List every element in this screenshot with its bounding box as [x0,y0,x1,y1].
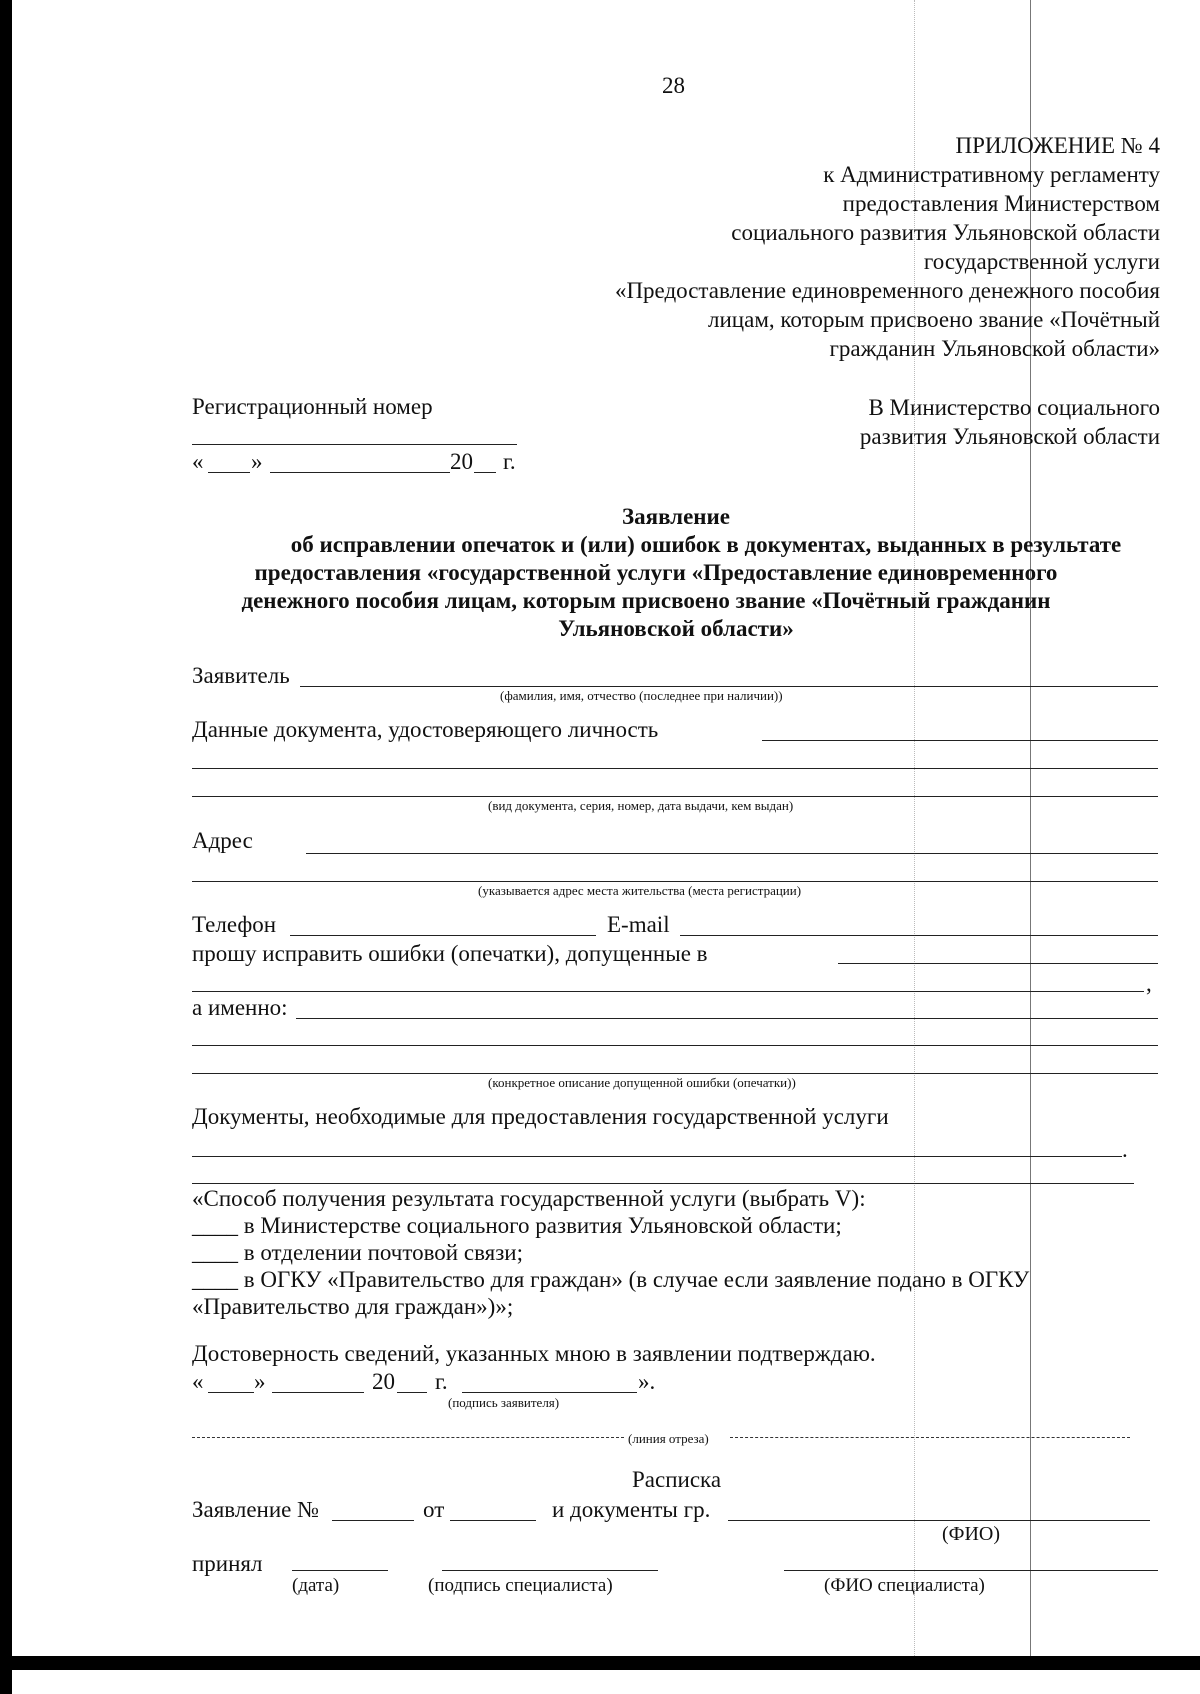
applicant-signature-hint: (подпись заявителя) [448,1395,560,1410]
registration-date-open: « [192,449,204,474]
phone-field[interactable] [290,935,596,936]
receive-option-label: в отделении почтовой связи; [243,1240,523,1265]
registration-number-field[interactable] [192,444,517,445]
cut-line-label: (линия отреза) [628,1431,709,1446]
receive-option[interactable] [192,1239,1029,1266]
registration-month-field[interactable] [270,472,450,473]
appendix-line: государственной услуги [923,249,1160,274]
error-description-field-line[interactable] [192,1045,1158,1046]
receipt-citizen-field[interactable] [728,1520,1150,1521]
page-number: 28 [662,73,685,98]
address-hint: (указывается адрес места жительства (места регистрации) [478,883,802,898]
receipt-accepted-label: принял [192,1551,263,1576]
appendix-line: ПРИЛОЖЕНИЕ № 4 [955,133,1160,158]
documents-label: Документы, необходимые для предоставления государственной услуги [192,1104,889,1129]
receive-option[interactable] [192,1212,1029,1239]
id-document-field-line[interactable] [192,768,1158,769]
addressee-line: развития Ульяновской области [859,424,1160,449]
registration-day-field[interactable] [208,472,250,473]
appendix-line: к Административному регламенту [823,162,1160,187]
title-line: предоставления «государственной услуги «Предоставление единовременного [254,560,1058,585]
address-field-line[interactable] [192,881,1158,882]
applicant-field[interactable] [300,686,1158,687]
title-line: об исправлении опечаток и (или) ошибок в документах, выданных в результате [290,532,1122,557]
confirm-day-field[interactable] [208,1392,254,1393]
registration-label: Регистрационный номер [192,394,433,419]
confirm-date-close: » [254,1369,266,1394]
documents-field[interactable] [192,1156,1122,1157]
request-text: прошу исправить ошибки (опечатки), допущенные в [192,941,708,966]
applicant-label: Заявитель [192,663,290,688]
addressee-line: В Министерство социального [868,395,1160,420]
checkbox-blank[interactable]: ____ [192,1213,238,1238]
receipt-specialist-fio-field[interactable] [784,1570,1158,1571]
receipt-specialist-hint: (ФИО специалиста) [824,1575,985,1596]
receive-option-continuation: «Правительство для граждан»)»; [192,1294,514,1319]
email-label: E-mail [607,912,670,937]
applicant-signature-field[interactable] [462,1392,637,1393]
documents-end: . [1122,1137,1128,1162]
title-line: Ульяновской области» [558,616,794,641]
confirm-year-suffix: г. [435,1369,448,1394]
error-description-field[interactable] [296,1018,1158,1019]
phone-label: Телефон [192,912,277,937]
email-field[interactable] [680,935,1158,936]
receipt-fio-hint: (ФИО) [942,1523,1001,1545]
request-document-field-line[interactable] [192,991,1144,992]
appendix-line: социального развития Ульяновской области [731,220,1160,245]
receipt-from-label: от [423,1497,445,1522]
receipt-specialist-signature-field[interactable] [442,1570,658,1571]
id-document-label: Данные документа, удостоверяющего личность [192,717,659,742]
appendix-line: гражданин Ульяновской области» [829,336,1160,361]
appendix-line: «Предоставление единовременного денежного пособия [614,278,1160,303]
confirm-date-open: « [192,1369,204,1394]
cut-line-right [730,1437,1130,1438]
receipt-accepted-date-field[interactable] [292,1570,388,1571]
namely-label: а именно: [192,995,288,1020]
registration-year-field[interactable] [474,472,496,473]
address-label: Адрес [192,828,253,853]
id-document-field[interactable] [762,740,1158,741]
confirm-year-field[interactable] [397,1392,427,1393]
receipt-statement-number-field[interactable] [332,1520,414,1521]
receipt-signature-hint: (подпись специалиста) [428,1575,613,1596]
receipt-date-hint: (дата) [292,1575,340,1596]
error-description-field-line[interactable] [192,1073,1158,1074]
title-line: денежного пособия лицам, которым присвоено звание «Почётный гражданин [241,588,1051,613]
appendix-block [615,131,1160,363]
receive-method-heading: «Способ получения результата государственной услуги (выбрать V): [192,1186,866,1211]
receipt-date-field[interactable] [450,1520,536,1521]
confirm-end: ». [638,1369,656,1394]
id-document-field-line[interactable] [192,796,1158,797]
appendix-line: лицам, которым присвоено звание «Почётный [708,307,1160,332]
registration-year: 20 [450,449,473,474]
scan-border-left [0,0,12,1694]
error-description-hint: (конкретное описание допущенной ошибки (опечатки)) [488,1075,796,1090]
appendix-line: предоставления Министерством [842,191,1160,216]
cut-line-left [192,1437,624,1438]
receive-option-label: в ОГКУ «Правительство для граждан» (в случае если заявление подано в ОГКУ [243,1267,1030,1292]
checkbox-blank[interactable]: ____ [192,1267,238,1292]
receive-option[interactable] [192,1266,1029,1293]
applicant-hint: (фамилия, имя, отчество (последнее при наличии)) [500,688,783,703]
checkbox-blank[interactable]: ____ [192,1240,238,1265]
receipt-statement-label: Заявление № [192,1497,320,1522]
confirm-year: 20 [372,1369,395,1394]
addressee-block [860,393,1160,451]
registration-date-close: » [251,449,263,474]
receipt-heading: Расписка [632,1467,722,1492]
receipt-documents-label: и документы гр. [552,1497,711,1522]
address-field[interactable] [306,853,1158,854]
registration-year-suffix: г. [503,449,516,474]
confirmation-text: Достоверность сведений, указанных мною в заявлении подтверждаю. [192,1341,876,1366]
document-title [192,503,1160,643]
scan-border-bottom [0,1656,1200,1670]
confirm-month-field[interactable] [272,1392,364,1393]
title-heading: Заявление [621,504,731,529]
receive-option-label: в Министерстве социального развития Ульяновской области; [243,1213,842,1238]
documents-field-line[interactable] [192,1183,1134,1184]
id-document-hint: (вид документа, серия, номер, дата выдачи, кем выдан) [488,798,794,813]
request-comma: , [1146,971,1152,996]
request-document-field[interactable] [838,963,1158,964]
receive-method-block [192,1185,1029,1320]
